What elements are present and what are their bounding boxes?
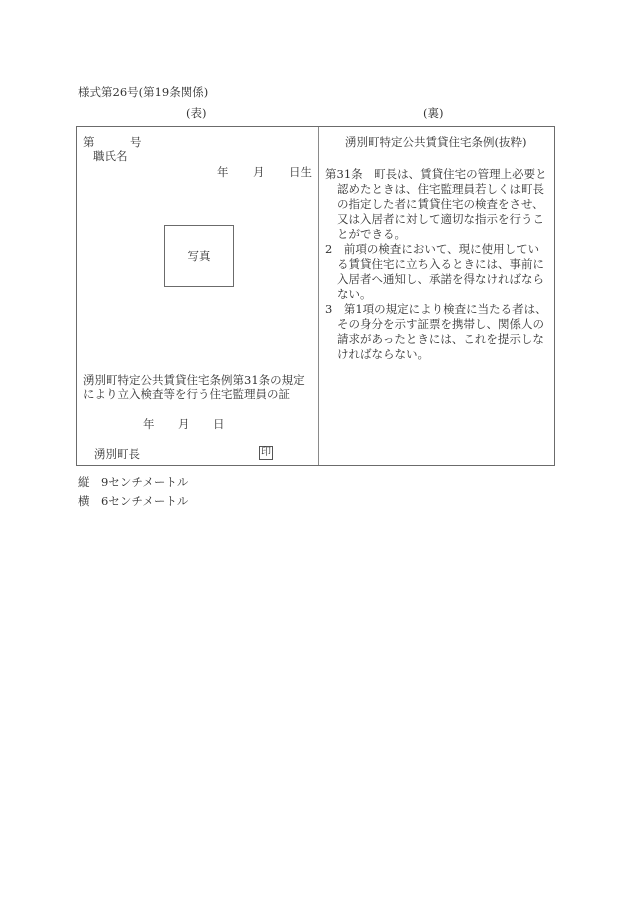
excerpt-title: 湧別町特定公共賃貸住宅条例(抜粋): [345, 135, 527, 149]
dimension-vertical: 縦 9センチメートル: [78, 475, 189, 489]
certificate-text-line: 湧別町特定公共賃貸住宅条例第31条の規定: [83, 373, 305, 387]
article-line: 請求があったときには、これを提示しな: [337, 332, 544, 346]
photo-label: 写真: [187, 249, 211, 263]
article-line: ない。: [337, 287, 372, 301]
number-suffix: 号: [130, 135, 142, 149]
issue-year-label: 年: [143, 417, 155, 431]
back-side-label: (裏): [423, 106, 444, 120]
title-name-label: 職氏名: [93, 149, 128, 163]
front-side-label: (表): [186, 106, 207, 120]
article-line: 又は入居者に対して適切な指示を行うこ: [337, 212, 544, 226]
form-title: 様式第26号(第19条関係): [78, 85, 209, 99]
article-line: の指定した者に賃貸住宅の検査をさせ、: [337, 197, 544, 211]
article-line: 入居者へ通知し、承諾を得なければなら: [337, 272, 544, 286]
issue-day-label: 日: [213, 417, 225, 431]
issuer-label: 湧別町長: [94, 447, 140, 461]
article-line: 2 前項の検査において、現に使用してい: [325, 242, 540, 256]
birth-year-label: 年: [217, 165, 229, 179]
number-prefix: 第: [83, 135, 95, 149]
article-line: る賃貸住宅に立ち入るときには、事前に: [337, 257, 544, 271]
article-line: 3 第1項の規定により検査に当たる者は、: [325, 302, 547, 316]
birth-month-label: 月: [253, 165, 265, 179]
card-back: [319, 127, 555, 465]
article-line: ければならない。: [337, 347, 429, 361]
article-line: とができる。: [337, 227, 406, 241]
article-line: その身分を示す証票を携帯し、関係人の: [337, 317, 544, 331]
article-line: 第31条 町長は、賃貸住宅の管理上必要と: [325, 167, 547, 181]
certificate-text-line: により立入検査等を行う住宅監理員の証: [83, 387, 290, 401]
birth-day-label: 日生: [289, 165, 312, 179]
id-card-form: [76, 126, 555, 466]
seal-stamp-icon: 印: [261, 447, 271, 458]
article-line: 認めたときは、住宅監理員若しくは町長: [337, 182, 544, 196]
issue-month-label: 月: [178, 417, 190, 431]
dimension-horizontal: 横 6センチメートル: [78, 494, 189, 508]
photo-placeholder: [164, 225, 234, 287]
